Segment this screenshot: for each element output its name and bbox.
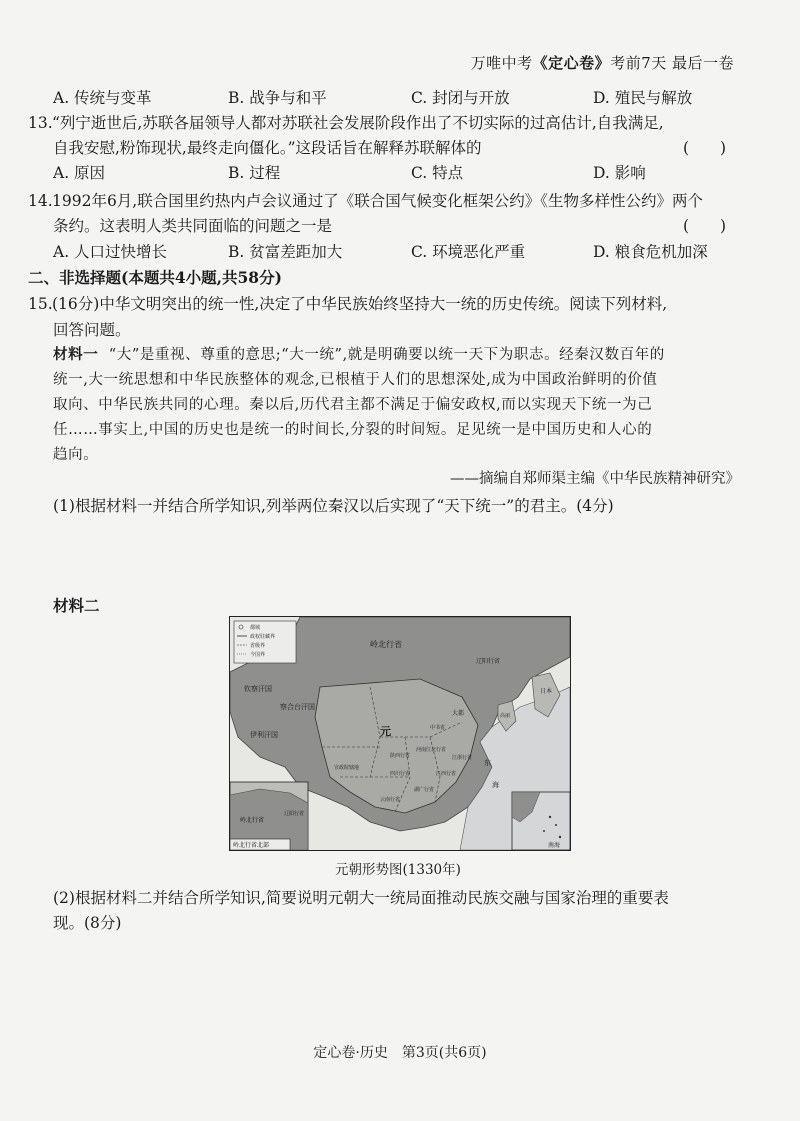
map-label: 云南行省 (380, 797, 401, 803)
section-2-heading: 二、非选择题(本题共4小题,共58分) (28, 268, 282, 287)
map-label: 陕西行省 (390, 753, 411, 759)
q13-option-b: B. 过程 (228, 164, 281, 182)
q13-stem-line2: 自我安慰,粉饰现状,最终走向僵化。”这段话旨在解释苏联解体的 (53, 139, 482, 157)
material-2-title: 材料二 (53, 596, 100, 615)
map-inset-left-label: 岭北行省 (240, 818, 265, 824)
header-prefix: 万唯中考 (470, 54, 533, 72)
map-svg (230, 617, 570, 850)
q12-option-d: D. 殖民与解放 (593, 89, 693, 107)
map-label: 高丽 (500, 713, 511, 719)
map-label: 中书省 (430, 725, 446, 731)
q13-number: 13. (28, 114, 53, 132)
q14-number: 14. (28, 192, 53, 210)
q14-option-d: D. 粮食危机加深 (593, 243, 708, 261)
map-caption: 元朝形势图(1330年) (335, 862, 461, 878)
map-label: 东 (484, 760, 491, 767)
map-legend-item: 今国界 (250, 652, 266, 658)
map-label: 四川行省 (390, 771, 411, 777)
map-inset-right-caption: 南海 (548, 843, 561, 849)
material-1-line3: 取向、中华民族共同的心理。秦以后,历代君主都不满足于偏安政权,而以实现天下统一为己 (53, 397, 653, 413)
map-label: 元 (380, 726, 391, 738)
q12-option-b: B. 战争与和平 (228, 89, 327, 107)
header-title: 《定心卷》 (532, 54, 611, 72)
map-label: 察合台汗国 (280, 704, 315, 711)
q15-stem-line2: 回答问题。 (53, 321, 131, 339)
q13-option-d: D. 影响 (593, 164, 646, 182)
material-1-title: 材料一 (53, 346, 99, 363)
q14-stem-line2: 条约。这表明人类共同面临的问题之一是 (53, 217, 333, 235)
q12-options (53, 86, 743, 110)
q13-options (53, 161, 743, 185)
material-1-line5: 趋向。 (53, 447, 99, 463)
yuan-dynasty-map (229, 616, 571, 851)
map-label: 湖广行省 (414, 787, 435, 793)
material-1-source: ——摘编自郑师渠主编《中华民族精神研究》 (450, 471, 740, 487)
q15-number: 15. (28, 295, 53, 313)
map-label: 海 (492, 782, 499, 789)
map-label: 辽阳行省 (476, 659, 501, 665)
map-label: 河南江北行省 (416, 747, 447, 753)
q15-subquestion-2-line1: (2)根据材料二并结合所学知识,简要说明元朝大一统局面推动民族交融与国家治理的重要表 (53, 889, 669, 907)
q14-stem-line1: 14.1992年6月,联合国里约热内卢会议通过了《联合国气候变化框架公约》《生物多样性公约》两个 (28, 192, 703, 210)
q15-subquestion-1: (1)根据材料一并结合所学知识,列举两位秦汉以后实现了“天下统一”的君主。(4分) (53, 497, 614, 515)
map-label: 钦察汗国 (244, 686, 272, 693)
q14-options (53, 240, 743, 264)
map-label: 岭北行省 (370, 640, 402, 649)
material-1-line2: 统一,大一统思想和中华民族整体的观念,已根植于人们的思想深处,成为中国政治鲜明的价值 (53, 372, 658, 388)
q13-answer-paren: ( ) (683, 139, 727, 157)
map-label: 宣政院辖地 (334, 765, 360, 771)
q13-option-a: A. 原因 (53, 164, 106, 182)
q12-option-c: C. 封闭与开放 (411, 89, 510, 107)
q13-option-c: C. 特点 (411, 164, 464, 182)
map-inset-left-label-2: 辽阳行省 (284, 811, 305, 817)
map-label: 江浙行省 (452, 755, 473, 761)
page-footer: 定心卷·历史 第3页(共6页) (313, 1045, 487, 1061)
material-1-line4: 任……事实上,中国的历史也是统一的时间长,分裂的时间短。足见统一是中国历史和人心的 (53, 422, 653, 438)
q14-option-c: C. 环境恶化严重 (411, 243, 526, 261)
map-legend-item: 省级界 (250, 643, 266, 649)
q14-answer-paren: ( ) (683, 217, 727, 235)
map-label: 江西行省 (436, 771, 457, 777)
q12-option-a: A. 传统与变革 (53, 89, 152, 107)
header-suffix: 考前7天 最后一卷 (610, 54, 734, 72)
map-label: 大都 (452, 711, 465, 717)
map-label: 日本 (540, 689, 553, 695)
q15-subquestion-2-line2: 现。(8分) (53, 914, 122, 932)
page-header (471, 52, 734, 73)
q14-option-b: B. 贫富差距加大 (228, 243, 343, 261)
map-legend-item: 都城 (250, 625, 261, 631)
material-1-line1: 材料一 “大”是重视、尊重的意思;“大一统”,就是明确要以统一天下为职志。经秦汉数百年的 (53, 346, 665, 363)
q14-option-a: A. 人口过快增长 (53, 243, 168, 261)
map-legend-item: 政权驻藏界 (250, 634, 276, 640)
q13-stem-line1: 13.“列宁逝世后,苏联各届领导人都对苏联社会发展阶段作出了不切实际的过高估计,自我满足, (28, 114, 664, 132)
q15-stem-line1: 15.(16分)中华文明突出的统一性,决定了中华民族始终坚持大一统的历史传统。阅读下列材料, (28, 295, 668, 313)
map-label: 伊利汗国 (250, 732, 278, 739)
map-inset-left-caption: 岭北行省北部 (233, 843, 270, 849)
